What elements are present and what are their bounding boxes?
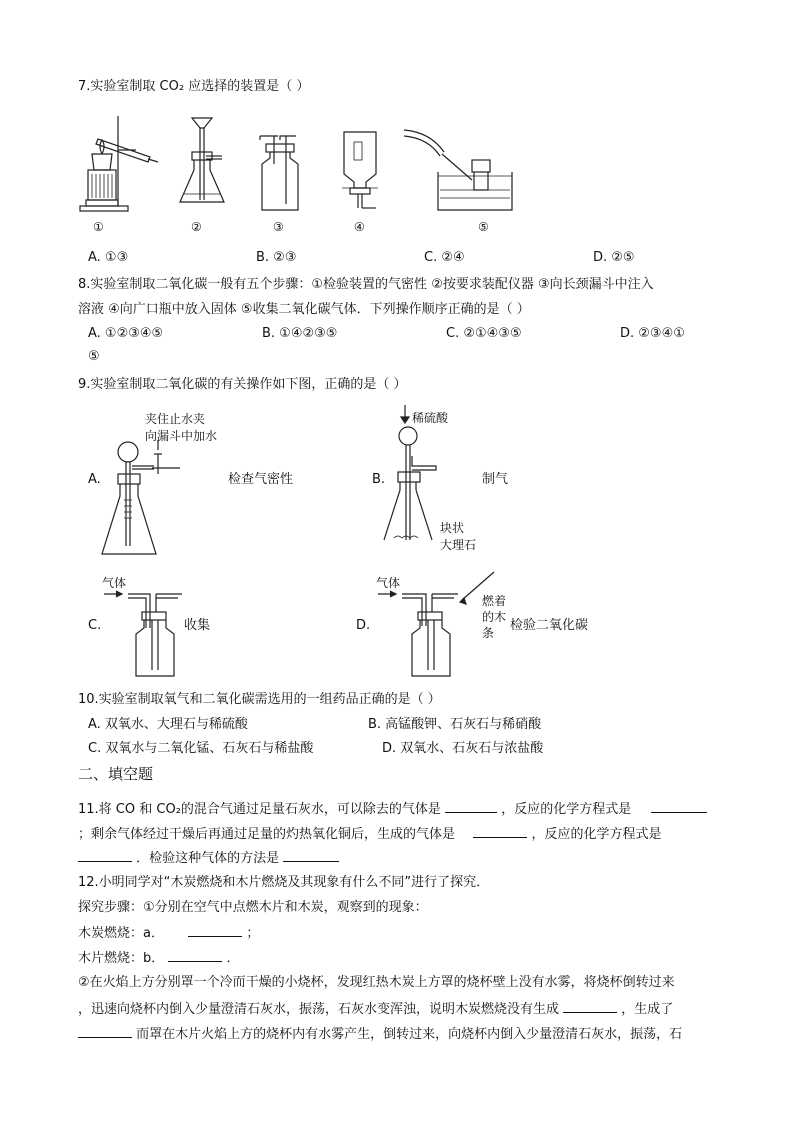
- apparatus-3-gas-bottle-diagram: [256, 128, 304, 214]
- q9-c-caption: 收集: [184, 618, 211, 633]
- q12-para2-line3: [78, 1025, 682, 1043]
- q10-option-d[interactable]: D. 双氧水、石灰石与浓盐酸: [382, 741, 544, 756]
- q7-app-label-1: ①: [93, 220, 104, 234]
- q11-blank-3[interactable]: [473, 825, 527, 838]
- apparatus-1-heating-diagram: [78, 112, 158, 216]
- q9-d-letter[interactable]: D.: [356, 618, 371, 633]
- q9-a-caption: 检查气密性: [228, 472, 294, 487]
- q12-text-3: 而罩在木片火焰上方的烧杯内有水雾产生，倒转过来，向烧杯内倒入少量澄清石灰水，振荡，石: [136, 1027, 683, 1042]
- q9-a-letter[interactable]: A.: [88, 472, 101, 487]
- q9-d-note3: 条: [482, 626, 495, 640]
- q12-blank-b[interactable]: [168, 949, 222, 962]
- q7-app-label-3: ③: [273, 220, 284, 234]
- section-heading: 二、填空题: [78, 765, 154, 783]
- apparatus-4-inverted-bottle-diagram: [336, 128, 384, 214]
- apparatus-2-flask-funnel-diagram: [176, 114, 228, 214]
- q12-text-2b: ，生成了: [621, 1002, 674, 1017]
- q7-stem: 7.实验室制取 CO₂ 应选择的装置是（ ）: [78, 79, 310, 94]
- q12-step1: 探究步骤：①分别在空气中点燃木片和木炭，观察到的现象：: [78, 900, 428, 915]
- q9-b-note-solid1: 块状: [440, 521, 465, 535]
- q9-b-arrow-down-icon: [400, 405, 410, 425]
- q8-option-d-wrap: ⑤: [88, 349, 100, 364]
- q11-text-1b: ，反应的化学方程式是: [501, 802, 632, 817]
- q7-option-d[interactable]: D. ②⑤: [593, 250, 635, 265]
- q10-stem: 10.实验室制取氧气和二氧化碳需选用的一组药品正确的是（ ）: [78, 692, 441, 707]
- apparatus-5-water-trough-diagram: [400, 124, 512, 214]
- q9-stem: 9.实验室制取二氧化碳的有关操作如下图，正确的是（ ）: [78, 377, 407, 392]
- q8-stem-line2: 溶液 ④向广口瓶中放入固体 ⑤收集二氧化碳气体．下列操作顺序正确的是（ ）: [78, 302, 530, 317]
- q9-b-caption: 制气: [482, 472, 509, 487]
- q9-b-note-acid: 稀硫酸: [412, 411, 449, 425]
- q11-line1: [78, 800, 707, 818]
- q8-option-a[interactable]: A. ①②③④⑤: [88, 326, 164, 341]
- q10-option-b[interactable]: B. 高锰酸钾、石灰石与稀硝酸: [368, 717, 542, 732]
- q12-blank-a[interactable]: [188, 924, 242, 937]
- q9-c-letter[interactable]: C.: [88, 618, 102, 633]
- q9-d-note1: 燃着: [482, 594, 507, 608]
- q7-option-a[interactable]: A. ①③: [88, 250, 129, 265]
- q9-a-note1: 夹住止水夹: [145, 412, 206, 426]
- q12-charcoal-label: 木炭燃烧：a．: [78, 926, 164, 941]
- q8-option-d[interactable]: D. ②③④①: [620, 326, 685, 341]
- q11-text-2a: ；剩余气体经过干燥后再通过足量的灼热氧化铜后，生成的气体是: [78, 827, 456, 842]
- q11-blank-2[interactable]: [651, 800, 707, 813]
- q11-text-3: ．检验这种气体的方法是: [136, 851, 280, 866]
- q11-text-1a: 11.将 CO 和 CO₂的混合气通过足量石灰水，可以除去的气体是: [78, 802, 441, 817]
- q7-app-label-4: ④: [354, 220, 365, 234]
- q9-a-note2: 向漏斗中加水: [145, 429, 218, 443]
- q12-wood-label: 木片燃烧：b．: [78, 951, 165, 966]
- q9-c-gas: 气体: [102, 576, 127, 590]
- q12-text-2a: ，迅速向烧杯内倒入少量澄清石灰水，振荡，石灰水变浑浊，说明木炭燃烧没有生成: [78, 1002, 560, 1017]
- q7-app-label-5: ⑤: [478, 220, 489, 234]
- q9-a-airtight-check-diagram: [100, 440, 200, 560]
- q9-c-collect-diagram: [100, 590, 200, 680]
- q12-para2-line2: [78, 1000, 673, 1018]
- q10-option-a[interactable]: A. 双氧水、大理石与稀硫酸: [88, 717, 248, 732]
- q12-blank-c[interactable]: [563, 1000, 617, 1013]
- q11-blank-1[interactable]: [445, 800, 497, 813]
- q8-option-c[interactable]: C. ②①④③⑤: [446, 326, 522, 341]
- q11-line3: [78, 849, 339, 867]
- q10-option-c[interactable]: C. 双氧水与二氧化锰、石灰石与稀盐酸: [88, 741, 314, 756]
- q8-stem-line1: 8.实验室制取二氧化碳一般有五个步骤：①检验装置的气密性 ②按要求装配仪器 ③向长颈漏斗中注入: [78, 277, 654, 292]
- q7-app-label-2: ②: [191, 220, 202, 234]
- q8-option-b[interactable]: B. ①④②③⑤: [262, 326, 338, 341]
- q12-wood-end: ．: [226, 951, 240, 966]
- q11-line2: [78, 825, 661, 843]
- q9-d-gas: 气体: [376, 576, 401, 590]
- q7-option-c[interactable]: C. ②④: [424, 250, 465, 265]
- q11-blank-4[interactable]: [78, 849, 132, 862]
- q11-blank-5[interactable]: [283, 849, 339, 862]
- q9-d-caption: 检验二氧化碳: [510, 618, 589, 633]
- q11-text-2b: ，反应的化学方程式是: [531, 827, 662, 842]
- q7-option-b[interactable]: B. ②③: [256, 250, 297, 265]
- q12-wood-line: [78, 949, 240, 967]
- q9-b-letter[interactable]: B.: [372, 472, 386, 487]
- q12-stem: 12.小明同学对“木炭燃烧和木片燃烧及其现象有什么不同”进行了探究．: [78, 875, 490, 890]
- q12-charcoal-end: ；: [246, 926, 260, 941]
- q9-d-note2: 的木: [482, 610, 507, 624]
- q12-charcoal-line: [78, 924, 259, 942]
- q12-para2-line1: ②在火焰上方分别罩一个冷而干燥的小烧杯，发现红热木炭上方罩的烧杯壁上没有水雾，将烧杯倒转过来: [78, 975, 675, 990]
- q9-b-note-solid2: 大理石: [440, 538, 477, 552]
- q12-blank-d[interactable]: [78, 1025, 132, 1038]
